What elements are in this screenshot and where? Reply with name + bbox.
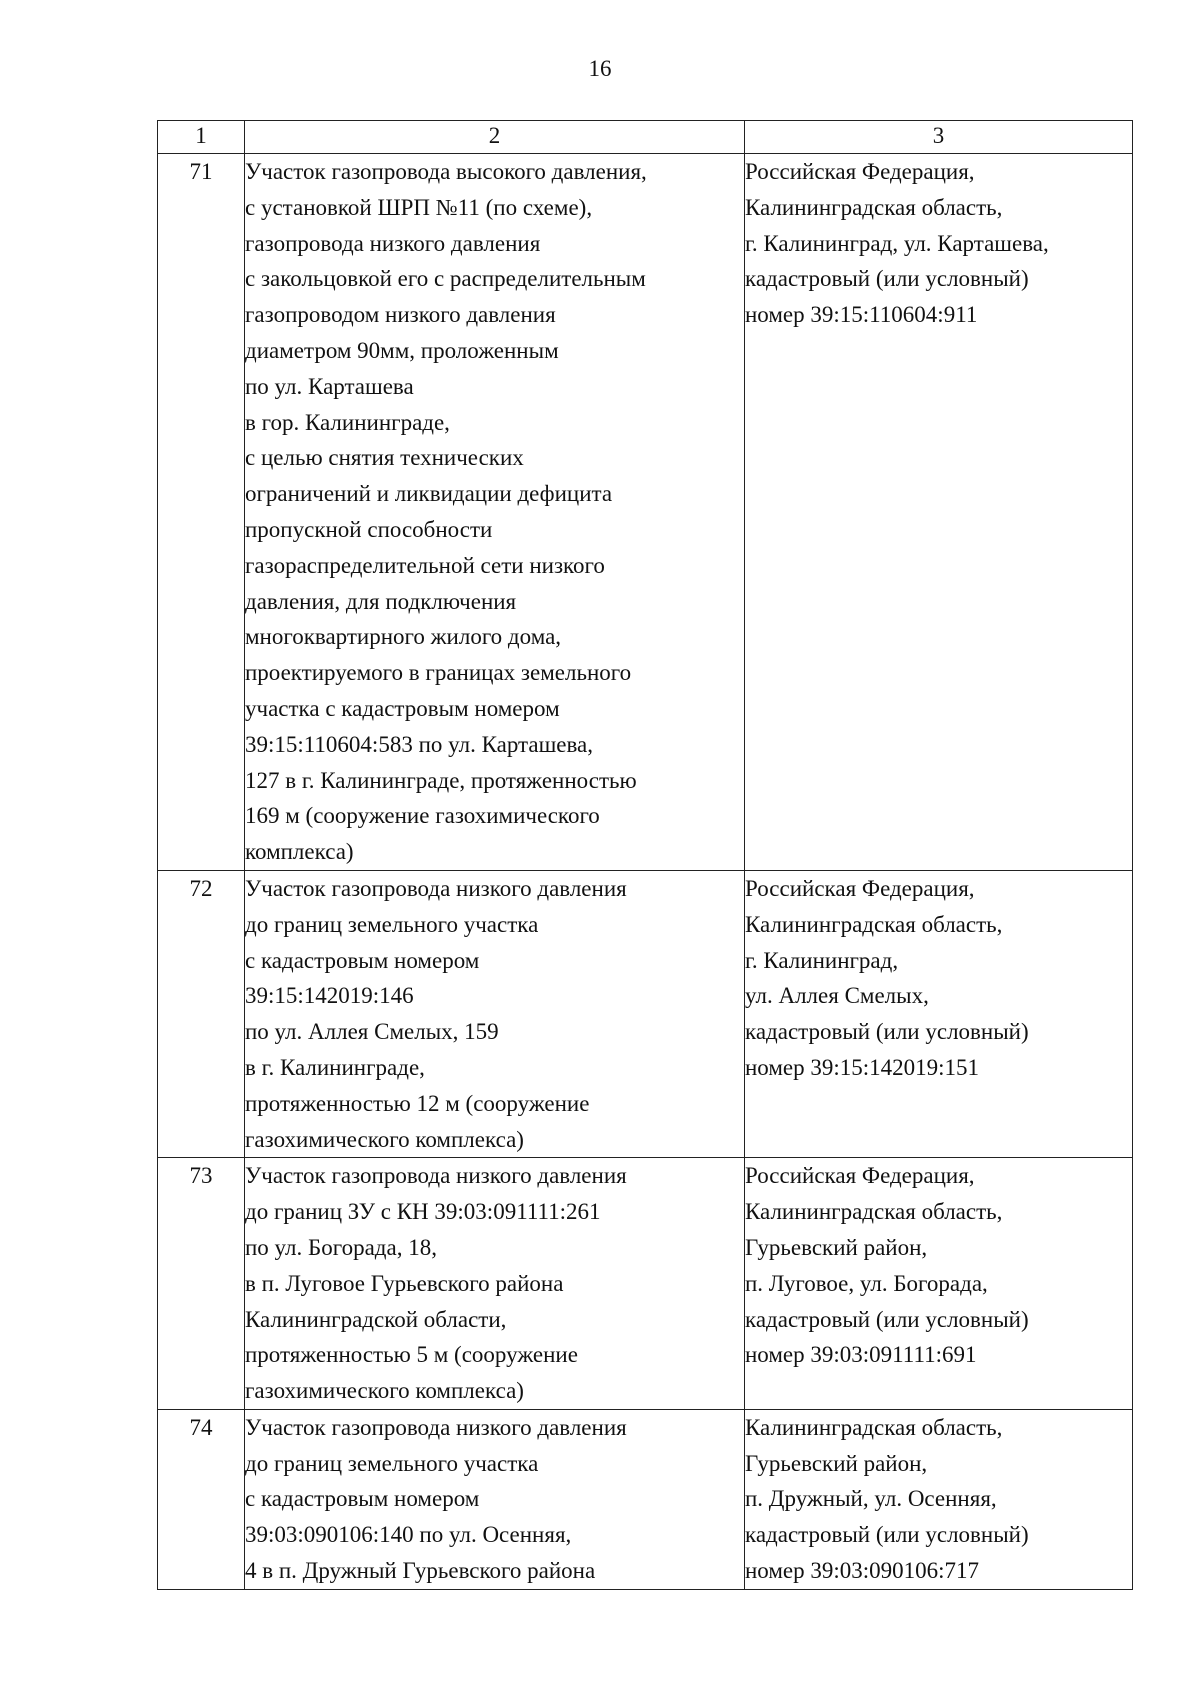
table-row: [158, 1409, 1133, 1589]
description-line: с целью снятия технических: [245, 445, 524, 471]
address-line: номер 39:15:110604:911: [745, 302, 978, 328]
column-header-3: 3: [745, 121, 1133, 154]
description-line: в г. Калининграде,: [245, 1054, 425, 1080]
description-line: с установкой ШРП №11 (по схеме),: [245, 194, 593, 220]
description-line: пропускной способности: [245, 516, 493, 542]
address-line: Калининградская область,: [745, 194, 1003, 220]
description-line: газораспределительной сети низкого: [245, 552, 605, 578]
description-line: диаметром 90мм, проложенным: [245, 337, 559, 363]
row-number: 72: [158, 870, 245, 1157]
description-line: 39:15:142019:146: [245, 983, 414, 1009]
description-line: 127 в г. Калининграде, протяженностью: [245, 767, 637, 793]
row-number: 74: [158, 1409, 245, 1589]
description-line: газопроводом низкого давления: [245, 302, 556, 328]
registry-table: [157, 120, 1133, 1590]
column-header-2: 2: [245, 121, 745, 154]
description-line: с закольцовкой его с распределительным: [245, 266, 646, 292]
object-address-cell: [745, 1158, 1133, 1410]
description-line: по ул. Аллея Смелых, 159: [245, 1019, 499, 1045]
column-header-1: 1: [158, 121, 245, 154]
address-line: кадастровый (или условный): [745, 266, 1029, 292]
object-description-cell: [245, 870, 745, 1157]
description-line: газопровода низкого давления: [245, 230, 541, 256]
address-line: Российская Федерация,: [745, 875, 975, 901]
description-line: Участок газопровода низкого давления: [245, 1163, 627, 1189]
address-line: Калининградская область,: [745, 911, 1003, 937]
address-line: номер 39:03:091111:691: [745, 1342, 977, 1368]
description-line: по ул. Карташева: [245, 373, 414, 399]
address-line: Российская Федерация,: [745, 159, 975, 184]
address-line: кадастровый (или условный): [745, 1522, 1029, 1548]
address-line: кадастровый (или условный): [745, 1306, 1029, 1332]
description-line: 4 в п. Дружный Гурьевского района: [245, 1558, 596, 1584]
description-line: Участок газопровода высокого давления,: [245, 159, 647, 184]
address-line: г. Калининград,: [745, 947, 899, 973]
object-description-cell: [245, 1409, 745, 1589]
row-number: 73: [158, 1158, 245, 1410]
object-address-cell: [745, 1409, 1133, 1589]
description-line: Участок газопровода низкого давления: [245, 875, 627, 901]
description-line: 169 м (сооружение газохимического: [245, 803, 600, 829]
description-line: Участок газопровода низкого давления: [245, 1414, 627, 1440]
address-line: кадастровый (или условный): [745, 1019, 1029, 1045]
address-line: Калининградская область,: [745, 1414, 1003, 1440]
object-address-cell: [745, 154, 1133, 871]
description-line: с кадастровым номером: [245, 947, 480, 973]
description-line: по ул. Богорада, 18,: [245, 1234, 437, 1260]
description-line: газохимического комплекса): [245, 1378, 524, 1404]
description-line: до границ ЗУ с КН 39:03:091111:261: [245, 1199, 601, 1225]
object-description-cell: [245, 154, 745, 871]
description-line: до границ земельного участка: [245, 1450, 539, 1476]
description-line: 39:15:110604:583 по ул. Карташева,: [245, 731, 594, 757]
description-line: в гор. Калининграде,: [245, 409, 450, 435]
address-line: ул. Аллея Смелых,: [745, 983, 929, 1009]
table-row: [158, 154, 1133, 871]
description-line: протяженностью 12 м (сооружение: [245, 1090, 590, 1116]
address-line: Гурьевский район,: [745, 1450, 928, 1476]
description-line: ограничений и ликвидации дефицита: [245, 481, 613, 507]
address-line: Гурьевский район,: [745, 1234, 928, 1260]
description-line: Калининградской области,: [245, 1306, 507, 1332]
description-line: с кадастровым номером: [245, 1486, 480, 1512]
description-line: протяженностью 5 м (сооружение: [245, 1342, 578, 1368]
address-line: номер 39:15:142019:151: [745, 1054, 980, 1080]
table-row: [158, 1158, 1133, 1410]
page-number: 16: [588, 56, 612, 81]
description-line: до границ земельного участка: [245, 911, 539, 937]
object-description-cell: [245, 1158, 745, 1410]
address-line: п. Дружный, ул. Осенняя,: [745, 1486, 997, 1512]
description-line: комплекса): [245, 839, 354, 865]
description-line: давления, для подключения: [245, 588, 517, 614]
address-line: п. Луговое, ул. Богорада,: [745, 1270, 988, 1296]
address-line: г. Калининград, ул. Карташева,: [745, 230, 1049, 256]
address-line: Российская Федерация,: [745, 1163, 975, 1189]
description-line: многоквартирного жилого дома,: [245, 624, 562, 650]
description-line: проектируемого в границах земельного: [245, 660, 632, 686]
row-number: 71: [158, 154, 245, 871]
description-line: газохимического комплекса): [245, 1126, 524, 1152]
table-body: [158, 154, 1133, 1590]
object-address-cell: [745, 870, 1133, 1157]
address-line: номер 39:03:090106:717: [745, 1558, 980, 1584]
description-line: участка с кадастровым номером: [245, 695, 560, 721]
description-line: в п. Луговое Гурьевского района: [245, 1270, 564, 1296]
table-header-row: [158, 121, 1133, 154]
table-row: [158, 870, 1133, 1157]
description-line: 39:03:090106:140 по ул. Осенняя,: [245, 1522, 572, 1548]
address-line: Калининградская область,: [745, 1199, 1003, 1225]
